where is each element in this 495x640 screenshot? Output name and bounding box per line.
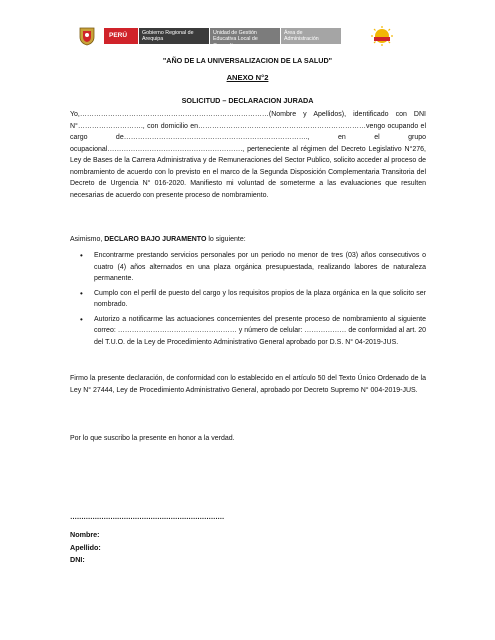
area-administracion-label: Área de Administración <box>281 28 341 44</box>
list-item: • Encontrarme prestando servicios personales por un periodo no menor de tres (03) años consecutivos o cuatro (4) años alternados en una plaza orgánica presupuestada, realizando labores de naturaleza permanente. <box>80 250 426 285</box>
year-title: "AÑO DE LA UNIVERSALIZACION DE LA SALUD" <box>162 56 333 65</box>
list-item: • Autorizo a notificarme las actuaciones concernientes del presente proceso de nombramiento al siguiente correo: …………………………………………… y número de celular: ……………… de conformidad al art. 20 del T.U.O. de la Ley de Procedimiento Administrativo General aprobado por D.S. N° 04-2019-JUS. <box>80 314 426 349</box>
regional-shield-logo <box>78 26 96 46</box>
anexo-title: ANEXO N°2 <box>226 73 269 82</box>
declaro-bajo-juramento: DECLARO BAJO JURAMENTO <box>104 236 207 243</box>
declaration-paragraph: Yo,………………………………………………………………………(Nombre y Apellidos), identificado con DNI N°………………………., con domicilio en………………………………………………………………vengo ocupando el cargo de……………………………………………………………………., en el grupo ocupacional…………………………………………………., perteneciente al régimen del Decreto Legislativo N°276, Ley de Bases de la Carrera Administrativa y de Remuneraciones del Sector Publico, solicito acceder al proceso de nombramiento de acuerdo con lo previsto en el marco de la Segunda Disposición Complementaria Transitoria del Decreto de Urgencia N° 016-2020. Manifiesto mi voluntad de someterme a las evaluaciones que resulten necesarias de acuerdo con presente proceso de nombramiento. <box>70 111 426 199</box>
asimismo-suffix: lo siguiente: <box>206 236 246 243</box>
signature-fields <box>70 529 101 567</box>
asimismo-paragraph <box>70 234 426 246</box>
asimismo-prefix: Asimismo, <box>70 236 105 243</box>
apellido-label: Apellido: <box>70 542 101 552</box>
ugel-sun-logo <box>368 25 396 47</box>
signature-line: …………………………………………………………… <box>70 514 225 521</box>
peru-flag-icon <box>100 28 105 44</box>
list-item: • Cumplo con el perfil de puesto del cargo y los requisitos propios de la plaza orgánica en la que solicito ser nombrado. <box>80 288 426 311</box>
solicitud-title: SOLICITUD – DECLARACION JURADA <box>181 96 314 105</box>
sworn-statements-list <box>80 250 426 351</box>
unidad-gestion-label: Unidad de Gestión Educativa Local de Caravelí <box>210 28 280 44</box>
firmo-paragraph: Firmo la presente declaración, de conformidad con lo establecido en el artículo 50 del Texto Único Ordenado de la Ley N° 27444, Ley de Procedimiento Administrativo General, aprobado por Decreto Supremo N° 004-2019-JUS. <box>70 375 426 394</box>
gobierno-regional-label: Gobierno Regional de Arequipa <box>139 28 209 44</box>
honor-paragraph: Por lo que suscribo la presente en honor a la verdad. <box>70 435 235 442</box>
peru-label: PERÚ <box>100 28 138 44</box>
dni-label: DNI: <box>70 555 85 564</box>
nombre-label: Nombre: <box>70 530 100 539</box>
